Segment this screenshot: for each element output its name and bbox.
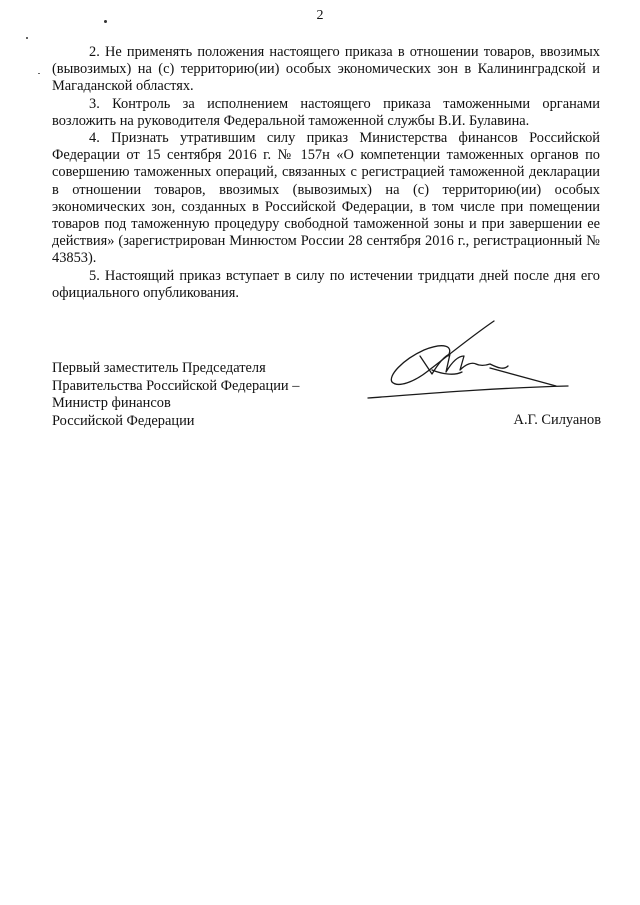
paragraph-3: 3. Контроль за исполнением настоящего приказа таможенными органами возложить на руководителя Федеральной таможенной службы В.И. Булавина. bbox=[52, 95, 600, 129]
signatory-title-line: Правительства Российской Федерации – bbox=[52, 377, 300, 394]
signer-name: А.Г. Силуанов bbox=[513, 412, 601, 428]
scan-speck bbox=[38, 73, 40, 74]
scan-speck bbox=[104, 20, 107, 23]
signatory-title-line: Российской Федерации bbox=[52, 412, 195, 429]
page-number: 2 bbox=[316, 8, 324, 23]
paragraph-5: 5. Настоящий приказ вступает в силу по истечении тридцати дней после дня его официального опубликования. bbox=[52, 267, 600, 301]
handwritten-signature bbox=[362, 316, 582, 406]
signatory-title bbox=[52, 360, 299, 430]
scan-speck bbox=[26, 37, 28, 39]
signatory-title-line: Министр финансов bbox=[52, 395, 171, 411]
paragraph-4: 4. Признать утратившим силу приказ Министерства финансов Российской Федерации от 15 сентября 2016 г. № 157н «О компетенции таможенных органов по совершению таможенных операций, связанных с регистрацией таможенной декларации в отношении товаров, ввозимых (вывозимых) на (с) территорию(ии) особых экономических зон, созданных в Российской Федерации, в том числе при помещении товаров под таможенную процедуру свободной таможенной зоны и при завершении ее действия» (зарегистрирован Минюстом России 28 сентября 2016 г., регистрационный № 43853). bbox=[52, 130, 600, 267]
signatory-title-line: Первый заместитель Председателя bbox=[52, 360, 266, 376]
order-text bbox=[52, 44, 600, 302]
paragraph-2: 2. Не применять положения настоящего приказа в отношении товаров, ввозимых (вывозимых) на (с) территорию(ии) особых экономических зон в Калининградской и Магаданской областях. bbox=[52, 44, 600, 95]
